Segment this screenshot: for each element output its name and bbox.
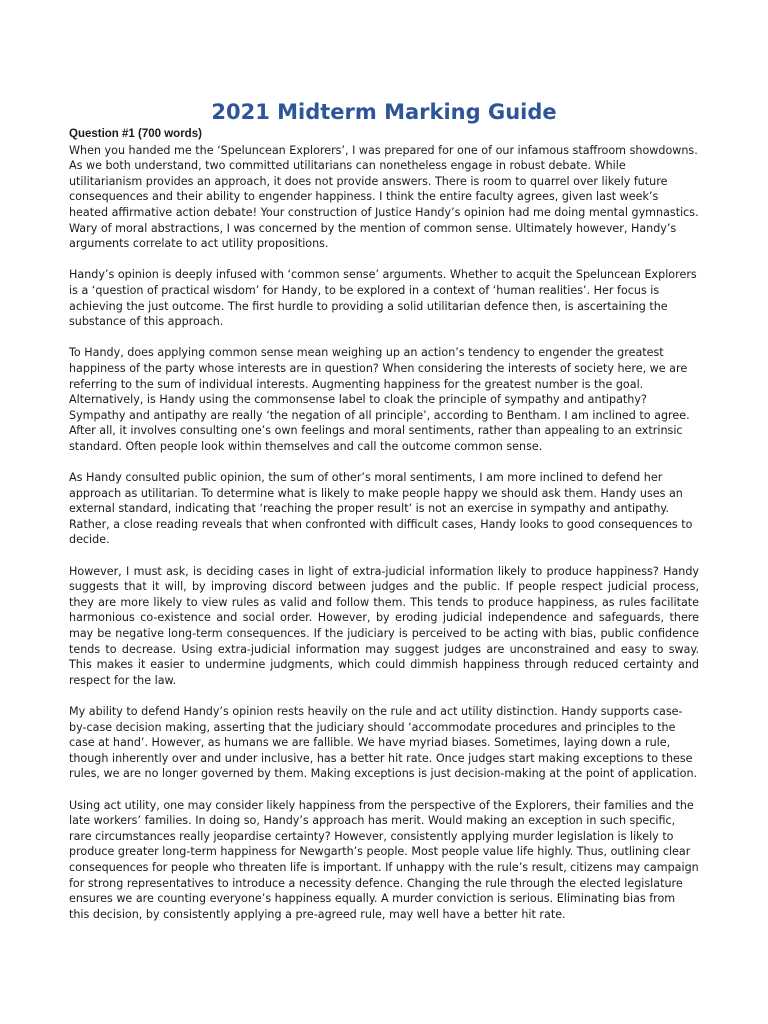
paragraph-2: Handy’s opinion is deeply infused with ‘common sense’ arguments. Whether to acquit the Speluncean Explorers is a ‘question of practical wisdom’ for Handy, to be explored in a context of ‘human realities’. Her focus is achieving the just outcome. The first hurdle to providing a solid utilitarian defence then, is ascertaining the substance of this approach. [69, 268, 697, 329]
paragraph-4: As Handy consulted public opinion, the sum of other’s moral sentiments, I am more inclined to defend her approach as utilitarian. To determine what is likely to make people happy we should ask them. Handy uses an external standard, indicating that ‘reaching the proper result’ is not an exercise in sympathy and antipathy. Rather, a close reading reveals that when confronted with difficult cases, Handy looks to good consequences to decide. [69, 471, 693, 547]
document-body [69, 127, 699, 938]
paragraph-3: To Handy, does applying common sense mean weighing up an action’s tendency to engender the greatest happiness of the party whose interests are in question? When considering the interests of society here, we are referring to the sum of individual interests. Augmenting happiness for the greatest number is the goal. Alternatively, is Handy using the commonsense label to cloak the principle of sympathy and antipathy? Sympathy and antipathy are really ‘the negation of all principle’, according to Bentham. I am inclined to agree. After all, it involves consulting one’s own feelings and moral sentiments, rather than appealing to an extrinsic standard. Often people look within themselves and call the outcome common sense. [69, 346, 690, 453]
question-heading: Question #1 (700 words) [69, 128, 202, 140]
paragraph-6: My ability to defend Handy’s opinion rests heavily on the rule and act utility distinction. Handy supports case-by-case decision making, asserting that the judiciary should ‘accommodate procedures and principles to the case at hand’. However, as humans we are fallible. We have myriad biases. Sometimes, laying down a rule, though inherently over and under inclusive, has a better hit rate. Once judges start making exceptions to these rules, we are no longer governed by them. Making exceptions is just decision-making at the point of application. [69, 704, 698, 781]
page-title: 2021 Midterm Marking Guide [211, 100, 557, 124]
paragraph-5: However, I must ask, is deciding cases in light of extra-judicial information likely to produce happiness? Handy suggests that it will, by improving discord between judges and the public. If people respect judicial process, they are more likely to view rules as valid and follow them. This tends to produce happiness, as rules facilitate harmonious co-existence and social order. However, by eroding judicial independence and safeguards, there may be negative long-term consequences. If the judiciary is perceived to be acting with bias, public confidence tends to decrease. Using extra-judicial information may suggest judges are unconstrained and easy to sway. This makes it easier to undermine judgments, which could dimmish happiness through reduced certainty and respect for the law. [69, 564, 699, 687]
paragraph-7: Using act utility, one may consider likely happiness from the perspective of the Explorers, their families and the late workers’ families. In doing so, Handy’s approach has merit. Would making an exception in such specific, rare circumstances really jeopardise certainty? However, consistently applying murder legislation is likely to produce greater long-term happiness for Newgarth’s people. Most people value life highly. Thus, outlining clear consequences for people who threaten life is important. If unhappy with the rule’s result, citizens may campaign for strong representatives to introduce a necessity defence. Changing the rule through the elected legislature ensures we are counting everyone’s happiness equally. A murder conviction is serious. Eliminating bias from this decision, by consistently applying a pre-agreed rule, may well have a better hit rate. [69, 798, 699, 921]
paragraph-1: When you handed me the ‘Speluncean Explorers’, I was prepared for one of our infamous staffroom showdowns. As we both understand, two committed utilitarians can nonetheless engage in robust debate. While utilitarianism provides an approach, it does not provide answers. There is room to quarrel over likely future consequences and their ability to engender happiness. I think the entire faculty agrees, given last week’s heated affirmative action debate! Your construction of Justice Handy’s opinion had me doing mental gymnastics. Wary of moral abstractions, I was concerned by the mention of common sense. Ultimately however, Handy’s arguments correlate to act utility propositions. [69, 143, 699, 251]
